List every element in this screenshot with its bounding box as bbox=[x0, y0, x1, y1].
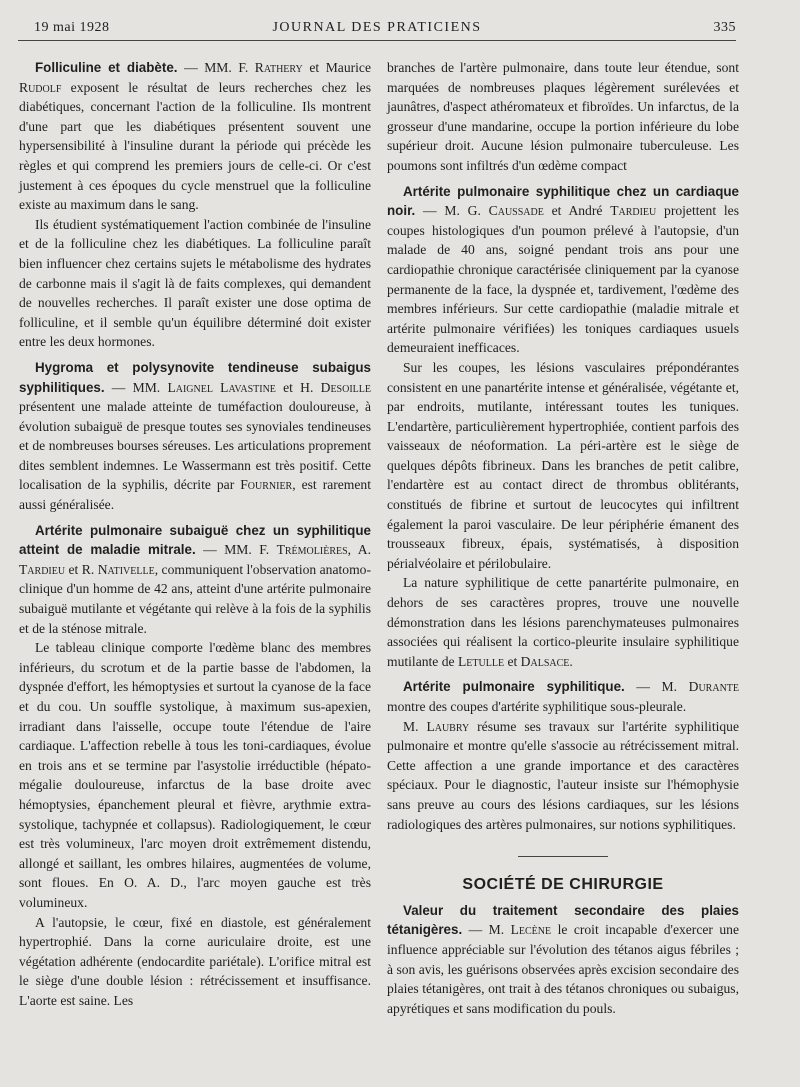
text-run: — MM. F. bbox=[177, 60, 255, 75]
page-number: 335 bbox=[713, 20, 736, 35]
author-name: Tardieu bbox=[19, 561, 66, 577]
text-run: et H. bbox=[275, 379, 321, 395]
paragraph-continued: branches de l'artère pulmonaire, dans toute leur étendue, sont marquées de nombreuses plaques légèrement surélevées et jaunâtres, d'aspect athéromateux et fibroïdes. Un infarctus, de la grosseur d'une mandarine, occupe la portion inférieure du lobe supérieur droit. Aucune lésion pulmonaire tuberculeuse. Les poumons sont infiltrés d'un œdème compact bbox=[387, 60, 739, 173]
author-name: Laignel Lavastine bbox=[167, 379, 276, 395]
text-run: et R. bbox=[65, 561, 98, 577]
text-run: et Maurice bbox=[302, 60, 371, 75]
article-cardiaque-noir bbox=[387, 182, 739, 358]
text-run: présentent une malade atteinte de tuméfaction douloureuse, à évolution subaiguë de presque toutes ses synoviales tendineuses et de nombreuses bourses séreuses. Les articulations proprement dites semblent indemnes. Le Wassermann est très positif. Cette localisation de la syphilis, décrite par bbox=[19, 399, 371, 493]
author-name: Rudolf bbox=[19, 79, 62, 95]
author-name: Fournier bbox=[240, 477, 293, 493]
text-run: , A. bbox=[347, 542, 372, 558]
text-run: — M. bbox=[624, 679, 689, 695]
paragraph: Le tableau clinique comporte l'œdème blanc des membres inférieurs, du scrotum et de la partie basse de l'abdomen, la dyspnée d'effort, les hémoptysies et surtout la cyanose de la face et du cou. Un souffle systolique, à maximum sus-apexien, irradiant dans l'aisselle, occupe toute l'étendue de l'aire cardiaque. L'affection rebelle à tous les toni-cardiaques, évolue en trois ans et se termine par l'asystolie irréductible (hépato-mégalie douloureuse, infarctus de la base droite avec hémoptysies, épanchement pleural et fièvre, arythmie extra-systolique, tachypnée et collapsus). Radiologiquement, le cœur est très volumineux, l'arc moyen droit extrêmement distendu, allongé et saillant, les ombres hilaires, augmentées de volume, sont floues. En O. A. D., l'arc moyen gauche est très volumineux. bbox=[19, 640, 371, 910]
journal-title: JOURNAL DES PRATICIENS bbox=[272, 20, 482, 35]
text-run: le croit incapable d'exercer une influence appréciable sur l'évolution des tétanos aigus fébriles ; à son avis, les guérisons observées après excision secondaire des plaies tétanigères, ont trait à des tétanos chroniques ou subaigus, apyrétiques et sans modification du pouls. bbox=[387, 922, 739, 1016]
text-run: montre des coupes d'artérite syphilitique sous-pleurale. bbox=[387, 699, 687, 714]
article-title: Artérite pulmonaire subaiguë chez un syphilitique atteint de maladie mitrale. bbox=[19, 522, 371, 558]
article-folliculine bbox=[19, 58, 371, 215]
paragraph bbox=[387, 573, 739, 671]
paragraph: A l'autopsie, le cœur, fixé en diastole, est généralement hypertrophié. Dans la corne auriculaire droite, est une végétation adhérente (endocardite pariétale). L'orifice mitral est le siège d'une double lésion : rétrécissement et insuffisance. L'aorte est saine. Les bbox=[19, 914, 371, 1008]
header-rule bbox=[18, 40, 736, 41]
text-run: — MM. F. bbox=[195, 542, 277, 558]
article-hygroma bbox=[19, 358, 371, 515]
text-run: projettent les coupes histologiques d'un poumon prélevé à l'autopsie, d'un malade de 40 ans, soigné pendant trois ans pour une cardiopathie chronique caractérisée cliniquement par la cyanose permanente de la face, la dyspnée et, tardivement, l'œdème des membres inférieurs. Sur cette cardiopathie (maladie mitrale et artérite pulmonaire vérifiées) les toniques cardiaques usuels demeuraient inefficaces. bbox=[387, 203, 739, 356]
text-run: , est rarement aussi généralisée. bbox=[19, 477, 371, 513]
article-title: Artérite pulmonaire syphilitique. bbox=[403, 679, 625, 695]
article-arterite-syphilitique bbox=[387, 677, 739, 716]
author-name: Laubry bbox=[426, 718, 470, 734]
text-run: résume ses travaux sur l'artérite syphilitique pulmonaire et montre qu'elle s'associe au rétrécissement mitral. Cette affection a une grande importance et des caractères spéciaux. Pour le diagnostic, l'auteur insiste sur l'hémophysie sans preuve au cours des lésions cardiaques, sur les lésions radiologiques des artères pulmonaires, sur notions syphilitiques. bbox=[387, 718, 739, 832]
author-name: Durante bbox=[688, 679, 740, 695]
author-name: Tardieu bbox=[610, 203, 657, 219]
paragraph: Sur les coupes, les lésions vasculaires prépondérantes consistent en une panartérite intense et généralisée, végétante et, par endroits, mutilante, intéressant toutes les tuniques. L'endartère, particulièrement hypertrophiée, contient parfois des vaisseaux de néoformation. La péri-artère est le siège de quelques dépôts fibrineux. Dans les branches de petit calibre, l'endartère est au contact direct de thrombus oblitérants, constitués de fibrine et surtout de leucocytes qui infiltrent également la paroi vasculaire. De leur périphérie émanent des trousseaux fibreux, épais, systématisés, à disposition périalvéolaire et périlobulaire. bbox=[387, 359, 739, 571]
article-title: Folliculine et diabète. bbox=[35, 60, 178, 75]
article-plaies-tetanigeres bbox=[387, 901, 739, 1019]
text-run: . bbox=[569, 653, 573, 669]
issue-date: 19 mai 1928 bbox=[34, 20, 110, 35]
author-name: Rathery bbox=[254, 60, 303, 75]
article-title: Valeur du traitement secondaire des plaies tétanigères. bbox=[387, 902, 739, 938]
article-title: Hygroma et polysynovite tendineuse subaigus syphilitiques. bbox=[19, 359, 371, 395]
text-run: — M. bbox=[462, 922, 511, 938]
text-run: et André bbox=[543, 203, 611, 219]
author-name: Dalsace bbox=[520, 653, 570, 669]
author-name: Trémolières bbox=[276, 542, 348, 558]
author-name: Lecène bbox=[510, 922, 552, 938]
left-column bbox=[19, 58, 371, 1011]
text-run: M. bbox=[403, 718, 427, 734]
section-title: SOCIÉTÉ DE CHIRURGIE bbox=[462, 876, 664, 894]
text-run: — MM. bbox=[104, 379, 168, 395]
text-run: , communiquent l'observation anatomo-clinique d'un homme de 42 ans, atteint d'une artérite pulmonaire subaiguë mutilante et végétante qui relève à la fois de la syphilis et de la sténose mitrale. bbox=[19, 561, 371, 636]
text-run: exposent le résultat de leurs recherches chez les diabétiques, concernant l'action de la folliculine. Ils montrent d'une part que les diabétiques présentent souvent une hypersensibilité à l'insuline durant la période qui précède les règles et qui comprend les premiers jours de celle-ci. Or c'est justement à ces époques du cycle menstruel que la folliculine existe au maximum dans le sang. bbox=[19, 79, 371, 213]
article-arterite-subaigue bbox=[19, 521, 371, 639]
right-column bbox=[387, 58, 739, 1018]
author-name: Caussade bbox=[488, 203, 544, 219]
paragraph: Ils étudient systématiquement l'action combinée de l'insuline et de la folliculine chez les diabétiques. La folliculine paraît bien influencer chez certains sujets le métabolisme des hydrates de carbonne mais il s'agit là de faits complexes, qui demandent de nouvelles recherches. Il paraît exister une dose optima de folliculine, et il semble qu'un équilibre déterminé doit exister entre les deux hormones. bbox=[19, 216, 371, 350]
author-name: Nativelle bbox=[97, 561, 155, 577]
paragraph bbox=[387, 717, 739, 835]
text-run: La nature syphilitique de cette panartérite pulmonaire, en dehors de ses caractères propres, trouve une nouvelle démonstration dans les lésions parenchymateuses pulmonaires associées qui réalisent la cortico-pleurite insulaire syphilitique mutilante de bbox=[387, 575, 739, 669]
author-name: Desoille bbox=[320, 379, 371, 395]
section-divider bbox=[518, 856, 608, 857]
text-run: et bbox=[504, 653, 521, 669]
text-run: — M. G. bbox=[415, 203, 489, 219]
author-name: Letulle bbox=[457, 653, 505, 669]
article-title: Artérite pulmonaire syphilitique chez un cardiaque noir. bbox=[387, 183, 739, 219]
running-header bbox=[18, 20, 736, 42]
